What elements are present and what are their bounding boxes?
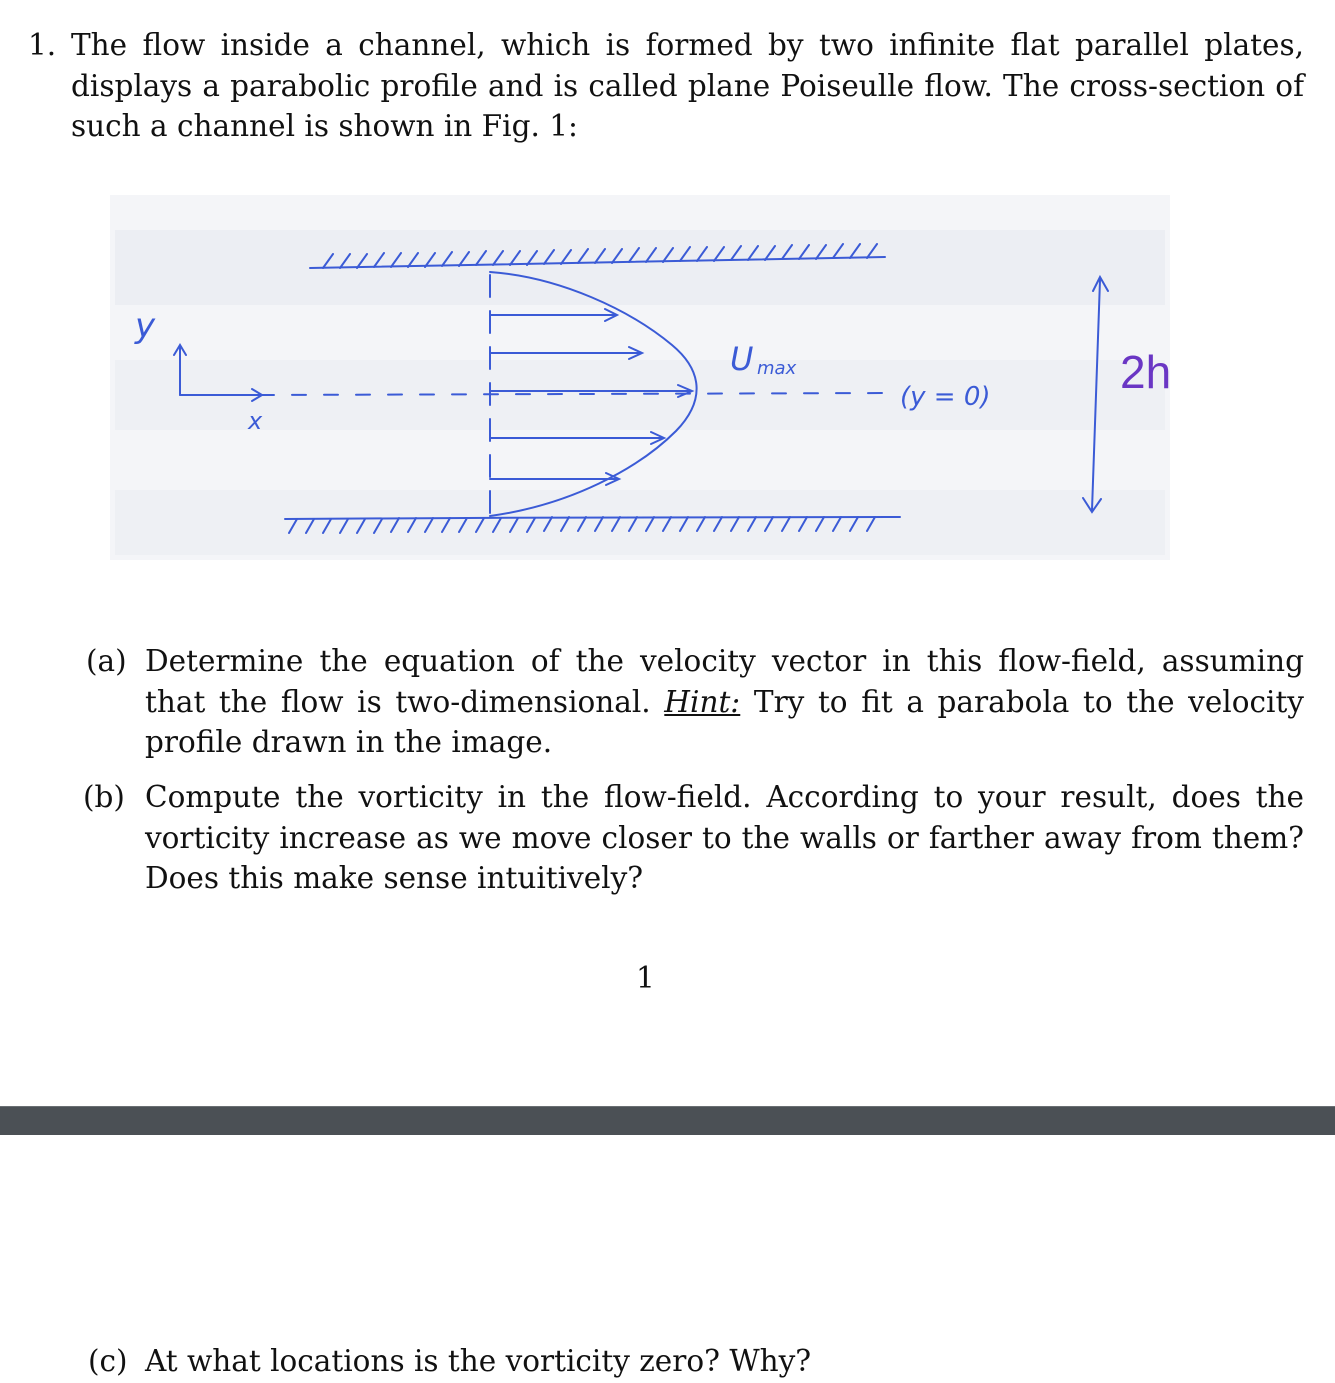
part-b-label: (b) — [83, 780, 125, 814]
umax-label: U — [730, 340, 754, 378]
height-label: 2h — [1120, 346, 1172, 398]
y-axis-label: y — [135, 306, 156, 346]
part-a-label: (a) — [86, 644, 127, 678]
x-axis-label: x — [248, 407, 263, 435]
part-a-text — [145, 641, 1304, 763]
poiseuille-flow-figure — [110, 185, 1170, 560]
umax-subscript: max — [757, 358, 797, 379]
part-a-text-after: Try to fit a parabola to the velocity profile drawn in the image. — [145, 684, 1304, 759]
part-c-label: (c) — [88, 1344, 128, 1378]
centerline-label: (y = 0) — [900, 382, 991, 412]
page-number: 1 — [636, 961, 655, 995]
part-a-text-before: Determine the equation of the velocity vector in this flow-field, assuming that the flow is two-dimensional. — [145, 644, 1304, 719]
page-divider — [0, 1106, 1335, 1135]
question-text: The flow inside a channel, which is formed by two infinite flat parallel plates, displays a parabolic profile and is called plane Poiseulle flow. The cross-section of such a channel is shown in Fig. 1: — [71, 28, 1304, 143]
part-c-text: At what locations is the vorticity zero? Why? — [145, 1344, 812, 1378]
question-number: 1. — [28, 28, 57, 62]
hint-label: Hint: — [664, 684, 741, 719]
part-b-text: Compute the vorticity in the flow-field. According to your result, does the vorticity increase as we move closer to the walls or farther away from them? Does this make sense intuitively? — [145, 780, 1304, 895]
